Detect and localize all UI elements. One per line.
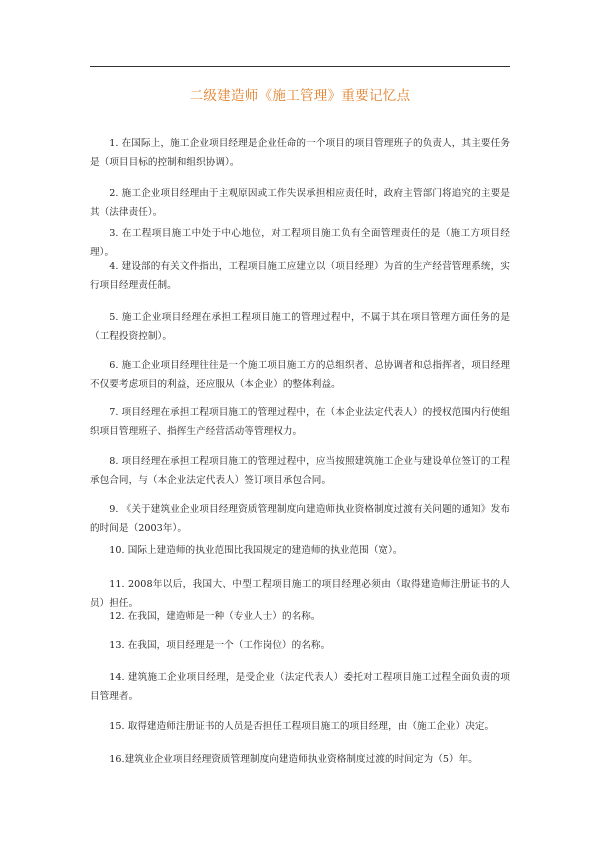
list-item-14: 14. 建筑施工企业项目经理，是受企业（法定代表人）委托对工程项目施工过程全面负责的项目管理者。 — [90, 671, 510, 702]
list-item-7: 7. 项目经理在承担工程项目施工的管理过程中，在（本企业法定代表人）的授权范围内行使组织项目管理班子、指挥生产经营活动等管理权力。 — [90, 406, 510, 437]
list-item-8: 8. 项目经理在承担工程项目施工的管理过程中，应当按照建筑施工企业与建设单位签订的工程承包合同，与（本企业法定代表人）签订项目承包合同。 — [90, 455, 510, 486]
list-item-10: 10. 国际上建造师的执业范围比我国规定的建造师的执业范围（宽）。 — [109, 544, 403, 556]
list-item-9: 9. 《关于建筑业企业项目经理资质管理制度向建造师执业资格制度过渡有关问题的通知》发布的时间是（2003年）。 — [90, 503, 510, 534]
list-item-4: 4. 建设部的有关文件指出，工程项目施工应建立以（项目经理）为首的生产经营管理系统，实行项目经理责任制。 — [90, 260, 510, 291]
list-item-11: 11. 2008年以后，我国大、中型工程项目施工的项目经理必须由（取得建造师注册证书的人员）担任。 — [90, 578, 510, 609]
list-item-1: 1. 在国际上，施工企业项目经理是企业任命的一个项目的项目管理班子的负责人，其主要任务是（项目目标的控制和组织协调）。 — [90, 137, 510, 168]
list-item-13: 13. 在我国，项目经理是一个（工作岗位）的名称。 — [109, 639, 331, 651]
list-item-2: 2. 施工企业项目经理由于主观原因或工作失误承担相应责任时，政府主管部门将追究的主要是其（法律责任）。 — [90, 187, 510, 218]
document-title: 二级建造师《施工管理》重要记忆点 — [189, 88, 411, 104]
header-rule — [90, 66, 510, 67]
list-item-5: 5. 施工企业项目经理在承担工程项目施工的管理过程中，不属于其在项目管理方面任务的是（工程投资控制）。 — [90, 311, 510, 342]
list-item-12: 12. 在我国，建造师是一种（专业人士）的名称。 — [109, 610, 321, 622]
list-item-15: 15. 取得建造师注册证书的人员是否担任工程项目施工的项目经理，由（施工企业）决定。 — [109, 720, 495, 732]
list-item-16: 16.建筑业企业项目经理资质管理制度向建造师执业资格制度过渡的时间定为（5）年。 — [109, 753, 478, 765]
list-item-6: 6. 施工企业项目经理往往是一个施工项目施工方的总组织者、总协调者和总指挥者，项目经理不仅要考虑项目的利益，还应服从（本企业）的整体利益。 — [90, 359, 510, 390]
list-item-3: 3. 在工程项目施工中处于中心地位，对工程项目施工负有全面管理责任的是（施工方项目经理）。 — [90, 227, 510, 258]
